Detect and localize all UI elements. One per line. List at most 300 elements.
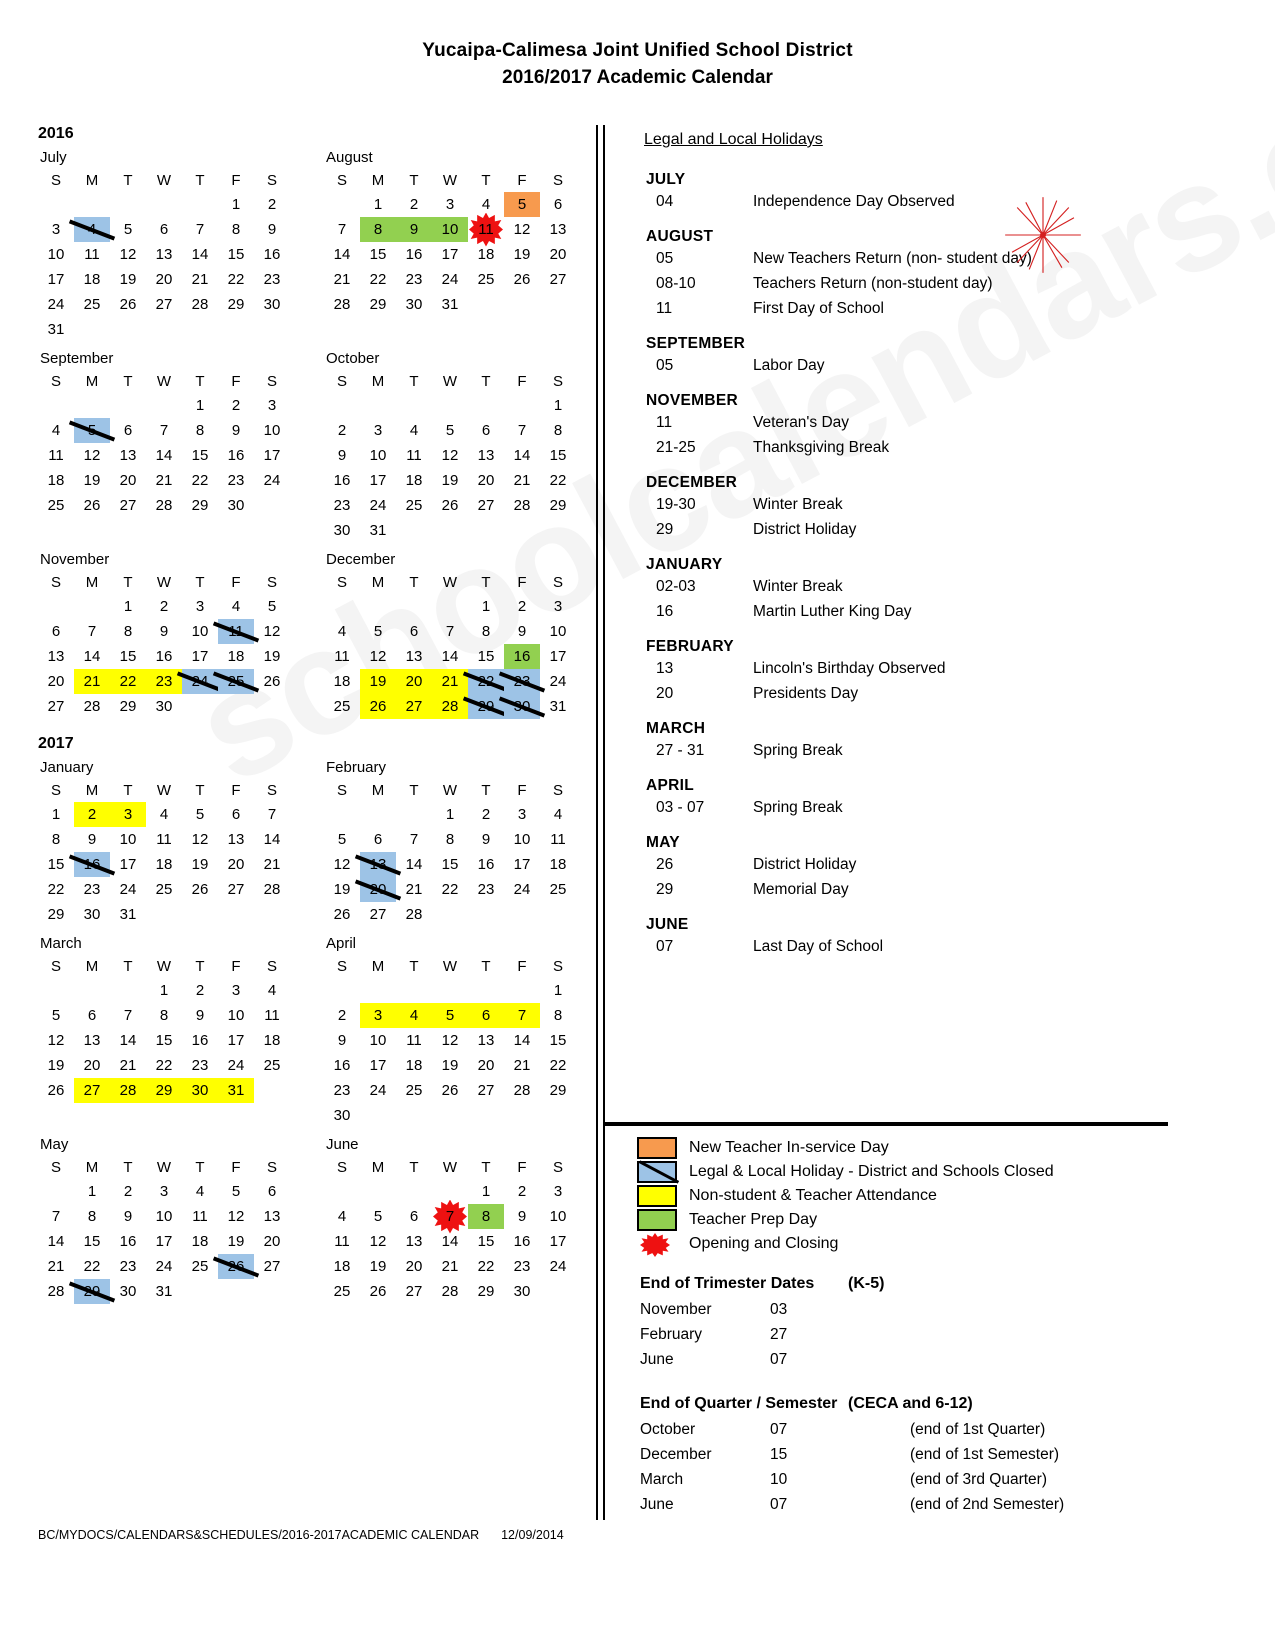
day-cell[interactable] (360, 644, 396, 669)
day-cell[interactable] (468, 267, 504, 292)
day-cell[interactable] (468, 1204, 504, 1229)
day-cell[interactable] (110, 1229, 146, 1254)
day-cell[interactable] (38, 1028, 74, 1053)
day-cell[interactable] (38, 468, 74, 493)
day-cell[interactable] (74, 1179, 110, 1204)
day-cell[interactable] (146, 978, 182, 1003)
day-cell[interactable] (360, 192, 396, 217)
day-cell[interactable] (396, 669, 432, 694)
day-cell[interactable] (468, 1078, 504, 1103)
day-cell[interactable] (360, 267, 396, 292)
day-cell[interactable] (38, 852, 74, 877)
day-cell[interactable] (540, 1028, 576, 1053)
day-cell[interactable] (468, 1028, 504, 1053)
day-cell[interactable] (540, 802, 576, 827)
day-cell[interactable] (468, 1053, 504, 1078)
day-cell[interactable] (146, 292, 182, 317)
day-cell[interactable] (360, 242, 396, 267)
day-cell[interactable] (74, 1003, 110, 1028)
day-cell[interactable] (110, 1028, 146, 1053)
day-cell[interactable] (504, 1003, 540, 1028)
day-cell[interactable] (182, 852, 218, 877)
day-cell[interactable] (468, 242, 504, 267)
day-cell[interactable] (468, 1003, 504, 1028)
day-cell[interactable] (218, 1053, 254, 1078)
day-cell[interactable] (360, 877, 396, 902)
day-cell[interactable] (218, 594, 254, 619)
day-cell[interactable] (324, 1078, 360, 1103)
day-cell[interactable] (432, 877, 468, 902)
day-cell[interactable] (146, 1078, 182, 1103)
day-cell[interactable] (432, 852, 468, 877)
day-cell[interactable] (74, 644, 110, 669)
day-cell[interactable] (324, 619, 360, 644)
day-cell[interactable] (74, 1078, 110, 1103)
day-cell[interactable] (432, 694, 468, 719)
day-cell[interactable] (396, 217, 432, 242)
day-cell[interactable] (504, 594, 540, 619)
day-cell[interactable] (504, 493, 540, 518)
day-cell[interactable] (360, 468, 396, 493)
day-cell[interactable] (540, 1179, 576, 1204)
day-cell[interactable] (146, 267, 182, 292)
day-cell[interactable] (324, 1229, 360, 1254)
day-cell[interactable] (38, 317, 74, 342)
day-cell[interactable] (218, 802, 254, 827)
day-cell[interactable] (540, 594, 576, 619)
day-cell[interactable] (182, 877, 218, 902)
day-cell[interactable] (218, 978, 254, 1003)
day-cell[interactable] (396, 852, 432, 877)
day-cell[interactable] (182, 1204, 218, 1229)
day-cell[interactable] (324, 902, 360, 927)
day-cell[interactable] (38, 1279, 74, 1304)
day-cell[interactable] (504, 242, 540, 267)
day-cell[interactable] (504, 1028, 540, 1053)
day-cell[interactable] (38, 827, 74, 852)
day-cell[interactable] (74, 669, 110, 694)
day-cell[interactable] (146, 594, 182, 619)
day-cell[interactable] (396, 1229, 432, 1254)
day-cell[interactable] (254, 669, 290, 694)
day-cell[interactable] (182, 267, 218, 292)
day-cell[interactable] (182, 493, 218, 518)
day-cell[interactable] (218, 217, 254, 242)
day-cell[interactable] (360, 518, 396, 543)
day-cell[interactable] (254, 1254, 290, 1279)
day-cell[interactable] (74, 1028, 110, 1053)
day-cell[interactable] (360, 1078, 396, 1103)
day-cell[interactable] (254, 292, 290, 317)
day-cell[interactable] (146, 493, 182, 518)
day-cell[interactable] (360, 827, 396, 852)
day-cell[interactable] (504, 267, 540, 292)
day-cell[interactable] (38, 694, 74, 719)
day-cell[interactable] (218, 1229, 254, 1254)
day-cell[interactable] (432, 242, 468, 267)
day-cell[interactable] (38, 1003, 74, 1028)
day-cell[interactable] (396, 694, 432, 719)
day-cell[interactable] (504, 443, 540, 468)
day-cell[interactable] (540, 393, 576, 418)
day-cell[interactable] (254, 978, 290, 1003)
day-cell[interactable] (110, 644, 146, 669)
day-cell[interactable] (254, 1179, 290, 1204)
day-cell[interactable] (110, 1179, 146, 1204)
day-cell[interactable] (468, 594, 504, 619)
day-cell[interactable] (110, 877, 146, 902)
day-cell[interactable] (468, 1229, 504, 1254)
day-cell[interactable] (504, 644, 540, 669)
day-cell[interactable] (360, 1053, 396, 1078)
day-cell[interactable] (504, 694, 540, 719)
day-cell[interactable] (396, 418, 432, 443)
day-cell[interactable] (540, 852, 576, 877)
day-cell[interactable] (110, 902, 146, 927)
day-cell[interactable] (74, 877, 110, 902)
day-cell[interactable] (146, 242, 182, 267)
day-cell[interactable] (182, 802, 218, 827)
day-cell[interactable] (324, 1204, 360, 1229)
day-cell[interactable] (432, 827, 468, 852)
day-cell[interactable] (468, 619, 504, 644)
day-cell[interactable] (254, 242, 290, 267)
day-cell[interactable] (324, 518, 360, 543)
day-cell[interactable] (218, 1179, 254, 1204)
day-cell[interactable] (74, 1254, 110, 1279)
day-cell[interactable] (432, 1003, 468, 1028)
day-cell[interactable] (146, 1204, 182, 1229)
day-cell[interactable] (360, 292, 396, 317)
day-cell[interactable] (218, 192, 254, 217)
day-cell[interactable] (110, 1053, 146, 1078)
day-cell[interactable] (432, 1078, 468, 1103)
day-cell[interactable] (432, 217, 468, 242)
day-cell[interactable] (540, 1204, 576, 1229)
day-cell[interactable] (360, 1028, 396, 1053)
day-cell[interactable] (540, 493, 576, 518)
day-cell[interactable] (324, 1279, 360, 1304)
day-cell[interactable] (468, 443, 504, 468)
day-cell[interactable] (182, 669, 218, 694)
day-cell[interactable] (146, 1003, 182, 1028)
day-cell[interactable] (110, 669, 146, 694)
day-cell[interactable] (182, 1053, 218, 1078)
day-cell[interactable] (432, 192, 468, 217)
day-cell[interactable] (540, 644, 576, 669)
day-cell[interactable] (432, 267, 468, 292)
day-cell[interactable] (218, 468, 254, 493)
day-cell[interactable] (38, 1229, 74, 1254)
day-cell[interactable] (218, 669, 254, 694)
day-cell[interactable] (218, 1078, 254, 1103)
day-cell[interactable] (504, 418, 540, 443)
day-cell[interactable] (324, 694, 360, 719)
day-cell[interactable] (504, 1229, 540, 1254)
day-cell[interactable] (254, 1229, 290, 1254)
day-cell[interactable] (254, 619, 290, 644)
day-cell[interactable] (146, 418, 182, 443)
day-cell[interactable] (540, 978, 576, 1003)
day-cell[interactable] (360, 852, 396, 877)
day-cell[interactable] (146, 852, 182, 877)
day-cell[interactable] (74, 802, 110, 827)
day-cell[interactable] (74, 619, 110, 644)
day-cell[interactable] (182, 1229, 218, 1254)
day-cell[interactable] (146, 1279, 182, 1304)
day-cell[interactable] (218, 393, 254, 418)
day-cell[interactable] (468, 877, 504, 902)
day-cell[interactable] (146, 468, 182, 493)
day-cell[interactable] (396, 644, 432, 669)
day-cell[interactable] (38, 902, 74, 927)
day-cell[interactable] (182, 594, 218, 619)
day-cell[interactable] (110, 1078, 146, 1103)
day-cell[interactable] (74, 1279, 110, 1304)
day-cell[interactable] (182, 827, 218, 852)
day-cell[interactable] (324, 1103, 360, 1128)
day-cell[interactable] (146, 1028, 182, 1053)
day-cell[interactable] (110, 827, 146, 852)
day-cell[interactable] (324, 1028, 360, 1053)
day-cell[interactable] (432, 1279, 468, 1304)
day-cell[interactable] (254, 644, 290, 669)
day-cell[interactable] (38, 1254, 74, 1279)
day-cell[interactable] (146, 443, 182, 468)
day-cell[interactable] (74, 902, 110, 927)
day-cell[interactable] (182, 644, 218, 669)
day-cell[interactable] (38, 493, 74, 518)
day-cell[interactable] (254, 852, 290, 877)
day-cell[interactable] (504, 1179, 540, 1204)
day-cell[interactable] (74, 242, 110, 267)
day-cell[interactable] (38, 644, 74, 669)
day-cell[interactable] (504, 1279, 540, 1304)
day-cell[interactable] (182, 1254, 218, 1279)
day-cell[interactable] (432, 1028, 468, 1053)
day-cell[interactable] (360, 1279, 396, 1304)
day-cell[interactable] (38, 802, 74, 827)
day-cell[interactable] (38, 619, 74, 644)
day-cell[interactable] (324, 292, 360, 317)
day-cell[interactable] (182, 393, 218, 418)
day-cell[interactable] (360, 418, 396, 443)
day-cell[interactable] (182, 418, 218, 443)
day-cell[interactable] (146, 1053, 182, 1078)
day-cell[interactable] (74, 694, 110, 719)
day-cell[interactable] (396, 493, 432, 518)
day-cell[interactable] (110, 493, 146, 518)
day-cell[interactable] (182, 619, 218, 644)
day-cell[interactable] (540, 669, 576, 694)
day-cell[interactable] (218, 877, 254, 902)
day-cell[interactable] (146, 877, 182, 902)
day-cell[interactable] (218, 1254, 254, 1279)
day-cell[interactable] (504, 1053, 540, 1078)
day-cell[interactable] (432, 443, 468, 468)
day-cell[interactable] (110, 619, 146, 644)
day-cell[interactable] (110, 242, 146, 267)
day-cell[interactable] (38, 877, 74, 902)
day-cell[interactable] (324, 852, 360, 877)
day-cell[interactable] (396, 1204, 432, 1229)
day-cell[interactable] (218, 242, 254, 267)
day-cell[interactable] (146, 802, 182, 827)
day-cell[interactable] (396, 1254, 432, 1279)
day-cell[interactable] (218, 1003, 254, 1028)
day-cell[interactable] (396, 242, 432, 267)
day-cell[interactable] (182, 1179, 218, 1204)
day-cell[interactable] (254, 393, 290, 418)
day-cell[interactable] (468, 802, 504, 827)
day-cell[interactable] (218, 292, 254, 317)
day-cell[interactable] (324, 1254, 360, 1279)
day-cell[interactable] (110, 292, 146, 317)
day-cell[interactable] (504, 217, 540, 242)
day-cell[interactable] (254, 468, 290, 493)
day-cell[interactable] (74, 468, 110, 493)
day-cell[interactable] (146, 669, 182, 694)
day-cell[interactable] (396, 192, 432, 217)
day-cell[interactable] (396, 267, 432, 292)
day-cell[interactable] (218, 493, 254, 518)
day-cell[interactable] (504, 1078, 540, 1103)
day-cell[interactable] (324, 267, 360, 292)
day-cell[interactable] (254, 802, 290, 827)
day-cell[interactable] (432, 1254, 468, 1279)
day-cell[interactable] (396, 292, 432, 317)
day-cell[interactable] (396, 827, 432, 852)
day-cell[interactable] (110, 1254, 146, 1279)
day-cell[interactable] (254, 594, 290, 619)
day-cell[interactable] (324, 1053, 360, 1078)
day-cell[interactable] (324, 1003, 360, 1028)
day-cell[interactable] (182, 1078, 218, 1103)
day-cell[interactable] (146, 619, 182, 644)
day-cell[interactable] (324, 493, 360, 518)
day-cell[interactable] (146, 1254, 182, 1279)
day-cell[interactable] (468, 1254, 504, 1279)
day-cell[interactable] (74, 827, 110, 852)
day-cell[interactable] (38, 1204, 74, 1229)
day-cell[interactable] (468, 1279, 504, 1304)
day-cell[interactable] (540, 1229, 576, 1254)
day-cell[interactable] (254, 267, 290, 292)
day-cell[interactable] (504, 802, 540, 827)
day-cell[interactable] (38, 1078, 74, 1103)
day-cell[interactable] (38, 267, 74, 292)
day-cell[interactable] (540, 192, 576, 217)
day-cell[interactable] (360, 1204, 396, 1229)
day-cell[interactable] (218, 827, 254, 852)
day-cell[interactable] (432, 418, 468, 443)
day-cell[interactable] (254, 418, 290, 443)
day-cell[interactable] (396, 619, 432, 644)
day-cell[interactable] (218, 1028, 254, 1053)
day-cell[interactable] (468, 827, 504, 852)
day-cell[interactable] (360, 1229, 396, 1254)
day-cell[interactable] (254, 877, 290, 902)
day-cell[interactable] (540, 468, 576, 493)
day-cell[interactable] (324, 877, 360, 902)
day-cell[interactable] (468, 468, 504, 493)
day-cell[interactable] (468, 694, 504, 719)
day-cell[interactable] (110, 852, 146, 877)
day-cell[interactable] (110, 1003, 146, 1028)
day-cell[interactable] (540, 1053, 576, 1078)
day-cell[interactable] (254, 192, 290, 217)
day-cell[interactable] (146, 217, 182, 242)
day-cell[interactable] (110, 418, 146, 443)
day-cell[interactable] (74, 1229, 110, 1254)
day-cell[interactable] (254, 217, 290, 242)
day-cell[interactable] (540, 694, 576, 719)
day-cell[interactable] (504, 1254, 540, 1279)
day-cell[interactable] (254, 1204, 290, 1229)
day-cell[interactable] (324, 644, 360, 669)
day-cell[interactable] (432, 292, 468, 317)
day-cell[interactable] (504, 1204, 540, 1229)
day-cell[interactable] (110, 594, 146, 619)
day-cell[interactable] (324, 468, 360, 493)
day-cell[interactable] (504, 877, 540, 902)
day-cell[interactable] (540, 267, 576, 292)
day-cell[interactable] (146, 644, 182, 669)
day-cell[interactable] (254, 1053, 290, 1078)
day-cell[interactable] (468, 418, 504, 443)
day-cell[interactable] (74, 443, 110, 468)
day-cell[interactable] (218, 852, 254, 877)
day-cell[interactable] (540, 619, 576, 644)
day-cell[interactable] (396, 1279, 432, 1304)
day-cell[interactable] (468, 1179, 504, 1204)
day-cell[interactable] (432, 644, 468, 669)
day-cell[interactable] (396, 1028, 432, 1053)
day-cell[interactable] (254, 443, 290, 468)
day-cell[interactable] (324, 242, 360, 267)
day-cell[interactable] (360, 902, 396, 927)
day-cell[interactable] (432, 669, 468, 694)
day-cell[interactable] (218, 418, 254, 443)
day-cell[interactable] (468, 644, 504, 669)
day-cell[interactable] (74, 1053, 110, 1078)
day-cell[interactable] (360, 669, 396, 694)
day-cell[interactable] (146, 1229, 182, 1254)
day-cell[interactable] (396, 902, 432, 927)
day-cell[interactable] (396, 877, 432, 902)
day-cell[interactable] (432, 802, 468, 827)
day-cell[interactable] (504, 192, 540, 217)
day-cell[interactable] (38, 418, 74, 443)
day-cell[interactable] (110, 694, 146, 719)
day-cell[interactable] (74, 493, 110, 518)
day-cell[interactable] (432, 468, 468, 493)
day-cell[interactable] (74, 418, 110, 443)
day-cell[interactable] (504, 669, 540, 694)
day-cell[interactable] (74, 292, 110, 317)
day-cell[interactable] (468, 217, 504, 242)
day-cell[interactable] (432, 493, 468, 518)
day-cell[interactable] (110, 1204, 146, 1229)
day-cell[interactable] (218, 1204, 254, 1229)
day-cell[interactable] (324, 217, 360, 242)
day-cell[interactable] (324, 443, 360, 468)
day-cell[interactable] (182, 1028, 218, 1053)
day-cell[interactable] (182, 217, 218, 242)
day-cell[interactable] (218, 644, 254, 669)
day-cell[interactable] (218, 267, 254, 292)
day-cell[interactable] (432, 1229, 468, 1254)
